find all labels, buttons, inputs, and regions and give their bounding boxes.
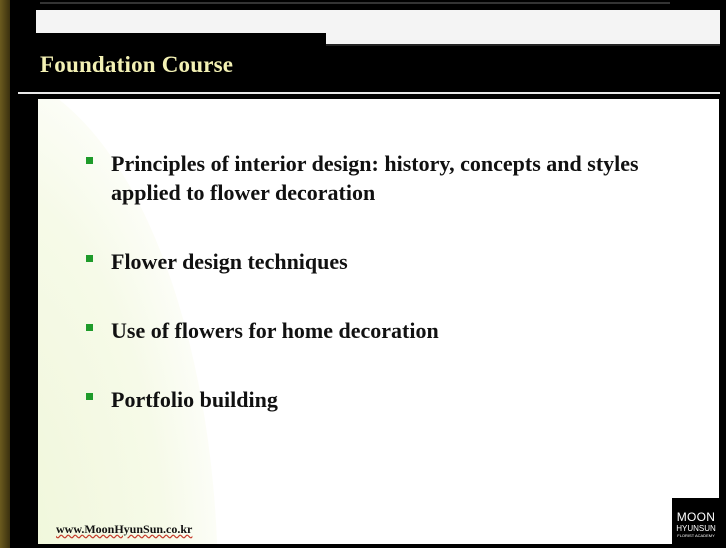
window-left-edge — [0, 0, 10, 548]
slide-title: Foundation Course — [40, 52, 234, 77]
logo-line-3: FLORIST ACADEMY — [677, 533, 715, 538]
bullet-item — [86, 149, 671, 207]
bullet-square-icon — [86, 324, 93, 331]
bullet-text: Portfolio building — [111, 387, 278, 412]
bullet-text: Flower design techniques — [111, 249, 348, 274]
bullet-item — [86, 316, 671, 345]
slide-content — [38, 99, 719, 544]
bullet-text: Use of flowers for home decoration — [111, 318, 439, 343]
bullet-square-icon — [86, 157, 93, 164]
top-divider — [40, 2, 670, 4]
logo-line-1: MOON — [676, 510, 716, 524]
logo-line-2: HYUNSUN — [676, 524, 716, 533]
bullet-item — [86, 385, 671, 414]
bullet-square-icon — [86, 255, 93, 262]
bullet-text: Principles of interior design: history, concepts and styles applied to flower decoration — [111, 151, 639, 205]
website-link[interactable]: www.MoonHyunSun.co.kr — [56, 522, 193, 536]
title-underline — [18, 92, 720, 94]
academy-logo — [672, 498, 720, 544]
bullet-item — [86, 247, 671, 276]
header-notch — [36, 33, 326, 46]
bullet-square-icon — [86, 393, 93, 400]
